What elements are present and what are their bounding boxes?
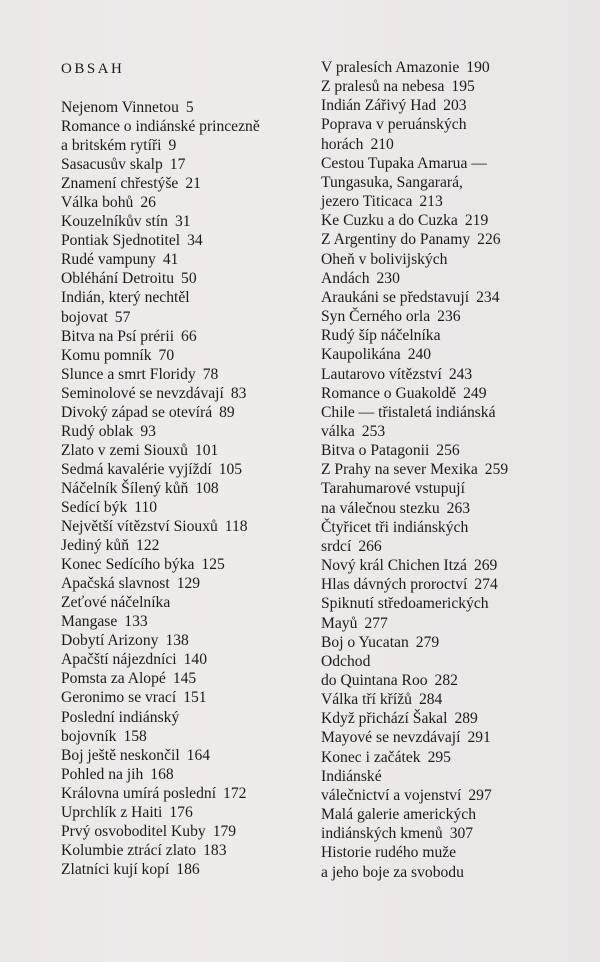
toc-entry bbox=[61, 136, 316, 155]
toc-entry-title: jezero Titicaca bbox=[321, 193, 413, 211]
toc-entry bbox=[321, 518, 591, 537]
toc-entry bbox=[61, 479, 316, 498]
toc-entry-page: 105 bbox=[218, 460, 243, 478]
toc-entry-title: Kaupolikána bbox=[321, 346, 401, 364]
toc-entry bbox=[61, 365, 316, 384]
toc-entry bbox=[321, 863, 591, 882]
toc-entry bbox=[61, 327, 316, 346]
toc-entry-title: Pohled na jih bbox=[61, 765, 144, 783]
toc-entry bbox=[61, 650, 316, 669]
toc-entry bbox=[61, 460, 316, 479]
toc-entry-title: Bitva na Psí prérii bbox=[61, 327, 175, 345]
toc-entry bbox=[61, 784, 316, 803]
toc-entry-page: 183 bbox=[203, 841, 227, 859]
toc-entry-title: Malá galerie amerických bbox=[321, 806, 476, 824]
toc-entry bbox=[321, 307, 591, 326]
toc-entry-title: Mangase bbox=[61, 613, 118, 631]
toc-entry bbox=[321, 403, 591, 422]
toc-entry-title: Historie rudého muže bbox=[321, 844, 457, 862]
toc-entry-title: Apačští nájezdníci bbox=[61, 651, 177, 669]
toc-entry-title: Lautarovo vítězství bbox=[321, 365, 442, 383]
toc-entry-title: Kolumbie ztrácí zlato bbox=[61, 841, 197, 859]
toc-entry bbox=[61, 555, 316, 574]
toc-entry-title: Prvý osvoboditel Kuby bbox=[61, 822, 206, 840]
toc-entry bbox=[321, 115, 591, 134]
toc-entry bbox=[61, 250, 316, 269]
toc-entry-title: Jediný kůň bbox=[61, 537, 130, 555]
toc-heading: OBSAH bbox=[61, 61, 125, 77]
toc-entry-page: 190 bbox=[466, 59, 490, 76]
toc-entry bbox=[321, 345, 591, 364]
toc-entry bbox=[61, 669, 316, 688]
toc-entry bbox=[61, 288, 316, 307]
toc-entry bbox=[321, 786, 591, 805]
toc-entry bbox=[61, 155, 316, 174]
toc-entry-title: Obléhání Detroitu bbox=[61, 270, 175, 288]
toc-entry-title: bojovník bbox=[61, 727, 117, 745]
toc-entry bbox=[321, 326, 591, 345]
toc-entry-title: Romance o Guakoldě bbox=[321, 384, 457, 402]
toc-entry bbox=[61, 841, 316, 860]
toc-entry-title: Konec i začátek bbox=[321, 748, 421, 766]
toc-entry-title: Sedmá kavalérie vyjíždí bbox=[61, 460, 212, 478]
toc-entry bbox=[321, 556, 591, 575]
toc-entry-title: Andách bbox=[321, 269, 370, 287]
toc-entry-title: na válečnou stezku bbox=[321, 499, 440, 517]
toc-entry-title: Mayů bbox=[321, 614, 358, 632]
toc-right-column bbox=[321, 58, 591, 882]
toc-entry-page: 26 bbox=[140, 194, 156, 212]
toc-entry bbox=[61, 593, 316, 612]
toc-entry bbox=[321, 211, 591, 230]
toc-entry-title: Rudý oblak bbox=[61, 422, 134, 440]
toc-entry-title: Královna umírá poslední bbox=[61, 784, 217, 802]
toc-left-column bbox=[61, 58, 316, 879]
toc-entry-title: bojovat bbox=[61, 308, 108, 326]
toc-entry-title: válečnictví a vojenství bbox=[321, 786, 462, 804]
toc-entry bbox=[321, 250, 591, 269]
toc-entry bbox=[321, 614, 591, 633]
toc-entry-title: Válka bohů bbox=[61, 194, 134, 212]
toc-entry-title: Indián Zářivý Had bbox=[321, 97, 437, 115]
toc-entry-title: horách bbox=[321, 135, 364, 153]
toc-entry-page: 138 bbox=[165, 632, 189, 650]
toc-entry bbox=[321, 77, 591, 96]
toc-entry bbox=[321, 633, 591, 652]
toc-entry-title: Znamení chřestýše bbox=[61, 175, 179, 193]
toc-entry bbox=[321, 365, 591, 384]
toc-entry-title: Když přichází Šakal bbox=[321, 710, 448, 728]
toc-entry bbox=[61, 803, 316, 822]
toc-entry-title: Seminolové se nevzdávají bbox=[61, 384, 224, 402]
toc-entry bbox=[321, 690, 591, 709]
toc-entry bbox=[321, 709, 591, 728]
toc-entry-title: srdcí bbox=[321, 537, 352, 555]
toc-entry-page: 108 bbox=[195, 479, 219, 497]
toc-entry bbox=[61, 403, 316, 422]
toc-entry-title: Z pralesů na nebesa bbox=[321, 78, 445, 96]
toc-entry-page: 226 bbox=[477, 231, 501, 249]
toc-entry-title: Sasacusův skalp bbox=[61, 156, 163, 174]
toc-entry bbox=[61, 308, 316, 327]
toc-entry-title: Tarahumarové vstupují bbox=[321, 480, 465, 498]
toc-entry-page: 164 bbox=[186, 746, 211, 764]
toc-entry-title: Poslední indiánský bbox=[61, 708, 180, 726]
toc-entry-page: 297 bbox=[468, 786, 492, 804]
toc-entry bbox=[61, 517, 316, 536]
toc-entry-page: 66 bbox=[181, 327, 197, 345]
toc-entry-title: Cestou Tupaka Amarua — bbox=[321, 154, 487, 172]
toc-entry-page: 31 bbox=[174, 213, 191, 231]
toc-entry-page: 266 bbox=[358, 537, 382, 555]
toc-entry-title: Poprava v peruánských bbox=[321, 116, 467, 134]
toc-entry-title: Rudé vampuny bbox=[61, 251, 156, 269]
toc-entry-page: 253 bbox=[361, 422, 386, 440]
toc-entry-page: 243 bbox=[448, 365, 473, 383]
toc-entry-title: Chile — třistaletá indiánská bbox=[321, 403, 496, 421]
toc-entry bbox=[321, 230, 591, 249]
toc-entry-title: Uprchlík z Haiti bbox=[61, 803, 163, 821]
toc-entry bbox=[321, 748, 591, 767]
toc-entry bbox=[321, 479, 591, 498]
toc-entry bbox=[61, 98, 316, 117]
toc-entry-title: Z Prahy na sever Mexika bbox=[321, 461, 478, 479]
toc-entry-title: Nejenom Vinnetou bbox=[61, 99, 179, 116]
toc-entry-page: 110 bbox=[134, 498, 158, 516]
toc-entry-page: 256 bbox=[436, 442, 460, 460]
toc-entry bbox=[321, 728, 591, 747]
toc-entry-page: 83 bbox=[230, 384, 247, 402]
toc-entry bbox=[61, 498, 316, 517]
toc-entry-page: 289 bbox=[454, 710, 478, 728]
toc-entry-page: 89 bbox=[219, 403, 235, 421]
toc-entry-title: Araukáni se představují bbox=[321, 288, 470, 306]
toc-entry bbox=[321, 154, 591, 173]
toc-entry bbox=[61, 612, 316, 631]
toc-entry-page: 21 bbox=[185, 175, 201, 193]
toc-entry-page: 133 bbox=[124, 613, 148, 631]
toc-entry bbox=[321, 135, 591, 154]
toc-entry bbox=[61, 174, 316, 193]
toc-entry-page: 101 bbox=[194, 441, 219, 459]
toc-entry-page: 282 bbox=[434, 672, 458, 689]
toc-entry-title: válka bbox=[321, 422, 355, 440]
toc-entry bbox=[61, 384, 316, 403]
toc-entry-title: Slunce a smrt Floridy bbox=[61, 365, 196, 383]
toc-entry-title: Zlatníci kují kopí bbox=[61, 860, 170, 878]
toc-entry-page: 34 bbox=[187, 232, 203, 250]
toc-entry-title: Romance o indiánské princezně bbox=[61, 118, 260, 136]
toc-entry-page: 210 bbox=[370, 135, 394, 153]
toc-entry-page: 125 bbox=[201, 556, 225, 574]
toc-entry-title: Největší vítězství Siouxů bbox=[61, 518, 218, 536]
toc-entry-page: 17 bbox=[169, 156, 186, 174]
toc-entry bbox=[61, 193, 316, 212]
toc-entry bbox=[61, 422, 316, 441]
toc-entry-page: 277 bbox=[364, 614, 388, 632]
toc-right-list bbox=[321, 58, 591, 882]
toc-entry-title: Mayové se nevzdávají bbox=[321, 729, 461, 747]
toc-entry bbox=[321, 173, 591, 192]
toc-entry-page: 50 bbox=[181, 270, 197, 288]
toc-entry-title: a jeho boje za svobodu bbox=[321, 863, 464, 881]
toc-entry-title: Kouzelníkův stín bbox=[61, 213, 168, 231]
toc-entry-title: do Quintana Roo bbox=[321, 672, 428, 689]
toc-entry-page: 78 bbox=[202, 365, 219, 383]
toc-entry-page: 172 bbox=[223, 784, 247, 802]
toc-entry-page: 93 bbox=[140, 422, 156, 440]
toc-entry bbox=[321, 441, 591, 460]
toc-entry-title: Hlas dávných proroctví bbox=[321, 576, 468, 594]
toc-entry-page: 291 bbox=[467, 729, 491, 747]
toc-entry bbox=[61, 574, 316, 593]
toc-entry-title: Ke Cuzku a do Cuzka bbox=[321, 212, 458, 230]
toc-entry-page: 234 bbox=[476, 288, 500, 306]
toc-entry-page: 186 bbox=[176, 860, 200, 878]
toc-entry bbox=[321, 575, 591, 594]
toc-entry bbox=[61, 231, 316, 250]
toc-entry-title: Válka tří křížů bbox=[321, 691, 412, 709]
toc-entry-title: Zlato v zemi Siouxů bbox=[61, 441, 188, 459]
toc-entry-page: 118 bbox=[224, 518, 248, 536]
toc-entry bbox=[321, 843, 591, 862]
toc-entry-page: 263 bbox=[446, 499, 471, 517]
toc-entry-page: 122 bbox=[136, 537, 160, 555]
toc-entry-title: Pontiak Sjednotitel bbox=[61, 232, 181, 250]
toc-entry-title: indiánských kmenů bbox=[321, 825, 443, 843]
toc-entry bbox=[61, 688, 316, 707]
toc-entry-page: 203 bbox=[443, 97, 467, 115]
toc-entry bbox=[61, 631, 316, 650]
toc-entry-title: Náčelník Šílený kůň bbox=[61, 479, 189, 497]
toc-entry-page: 9 bbox=[168, 137, 177, 155]
toc-entry bbox=[61, 269, 316, 288]
toc-entry bbox=[61, 727, 316, 746]
toc-entry-page: 41 bbox=[162, 251, 179, 269]
toc-entry bbox=[321, 537, 591, 556]
toc-entry-title: Spiknutí středoamerických bbox=[321, 595, 489, 613]
toc-entry-title: a britském rytíři bbox=[61, 137, 162, 155]
toc-entry-page: 295 bbox=[427, 748, 451, 766]
toc-entry-page: 5 bbox=[185, 99, 194, 116]
toc-entry bbox=[61, 536, 316, 555]
toc-entry-page: 236 bbox=[437, 308, 461, 326]
toc-entry-title: Syn Černého orla bbox=[321, 308, 431, 326]
toc-entry bbox=[61, 746, 316, 765]
toc-entry-title: Bitva o Patagonii bbox=[321, 442, 430, 460]
toc-entry-title: Divoký západ se otevírá bbox=[61, 403, 213, 421]
toc-entry-page: 259 bbox=[484, 461, 509, 479]
toc-entry-title: Geronimo se vrací bbox=[61, 689, 177, 707]
toc-entry bbox=[61, 117, 316, 136]
toc-entry bbox=[61, 212, 316, 231]
toc-entry-page: 279 bbox=[415, 633, 440, 651]
toc-entry bbox=[321, 594, 591, 613]
toc-entry bbox=[321, 269, 591, 288]
toc-entry bbox=[321, 824, 591, 843]
toc-entry-page: 151 bbox=[183, 689, 207, 707]
toc-entry-title: V pralesích Amazonie bbox=[321, 59, 460, 76]
toc-entry-page: 274 bbox=[474, 576, 498, 594]
toc-entry-title: Tungasuka, Sangarará, bbox=[321, 173, 463, 191]
toc-entry bbox=[321, 288, 591, 307]
toc-entry-title: Nový král Chichen Itzá bbox=[321, 557, 467, 575]
toc-entry-title: Komu pomník bbox=[61, 346, 152, 364]
toc-entry-page: 140 bbox=[183, 651, 207, 669]
toc-entry-page: 145 bbox=[172, 670, 197, 688]
toc-entry-page: 57 bbox=[114, 308, 131, 326]
toc-entry-title: Boj o Yucatan bbox=[321, 633, 409, 651]
toc-entry-title: Odchod bbox=[321, 652, 371, 670]
toc-entry-title: Z Argentiny do Panamy bbox=[321, 231, 471, 249]
toc-entry-title: Indiánské bbox=[321, 767, 382, 785]
toc-entry-title: Čtyřicet tři indiánských bbox=[321, 518, 469, 536]
toc-entry-title: Indián, který nechtěl bbox=[61, 289, 190, 307]
toc-entry bbox=[321, 652, 591, 671]
toc-entry bbox=[61, 708, 316, 727]
toc-entry bbox=[321, 422, 591, 441]
toc-entry-page: 168 bbox=[150, 765, 174, 783]
toc-entry bbox=[321, 384, 591, 403]
toc-entry-page: 158 bbox=[123, 727, 147, 745]
toc-entry bbox=[321, 767, 591, 786]
toc-entry-title: Pomsta za Alopé bbox=[61, 670, 166, 688]
toc-entry-title: Rudý šíp náčelníka bbox=[321, 327, 441, 345]
toc-entry-page: 129 bbox=[176, 575, 201, 593]
toc-entry-title: Sedící býk bbox=[61, 498, 128, 516]
toc-entry bbox=[61, 860, 316, 879]
toc-entry bbox=[321, 192, 591, 211]
toc-entry-title: Oheň v bolivijských bbox=[321, 250, 448, 268]
toc-entry bbox=[321, 805, 591, 824]
toc-entry-title: Boj ještě neskončil bbox=[61, 746, 180, 764]
toc-entry-page: 269 bbox=[473, 557, 498, 575]
toc-entry-page: 307 bbox=[449, 825, 474, 843]
toc-entry-title: Konec Sedícího býka bbox=[61, 556, 195, 574]
toc-entry bbox=[321, 499, 591, 518]
toc-entry-title: Apačská slavnost bbox=[61, 575, 170, 593]
toc-entry bbox=[61, 765, 316, 784]
toc-entry bbox=[61, 822, 316, 841]
toc-entry-page: 213 bbox=[419, 193, 443, 211]
toc-entry bbox=[321, 96, 591, 115]
toc-entry bbox=[321, 58, 591, 77]
toc-entry-page: 195 bbox=[451, 78, 475, 96]
toc-entry bbox=[61, 346, 316, 365]
toc-entry-page: 284 bbox=[418, 691, 443, 709]
toc-entry-title: Zeťové náčelníka bbox=[61, 594, 171, 612]
toc-entry-page: 176 bbox=[169, 803, 193, 821]
toc-left-list bbox=[61, 98, 316, 879]
toc-entry-page: 240 bbox=[407, 346, 432, 364]
toc-entry-page: 219 bbox=[464, 212, 489, 230]
toc-entry bbox=[61, 441, 316, 460]
toc-entry bbox=[321, 671, 591, 690]
toc-entry-page: 70 bbox=[158, 346, 175, 364]
toc-entry bbox=[321, 460, 591, 479]
toc-entry-page: 249 bbox=[463, 384, 487, 402]
toc-entry-page: 179 bbox=[212, 822, 237, 840]
toc-entry-title: Dobytí Arizony bbox=[61, 632, 159, 650]
toc-entry-page: 230 bbox=[376, 269, 400, 287]
